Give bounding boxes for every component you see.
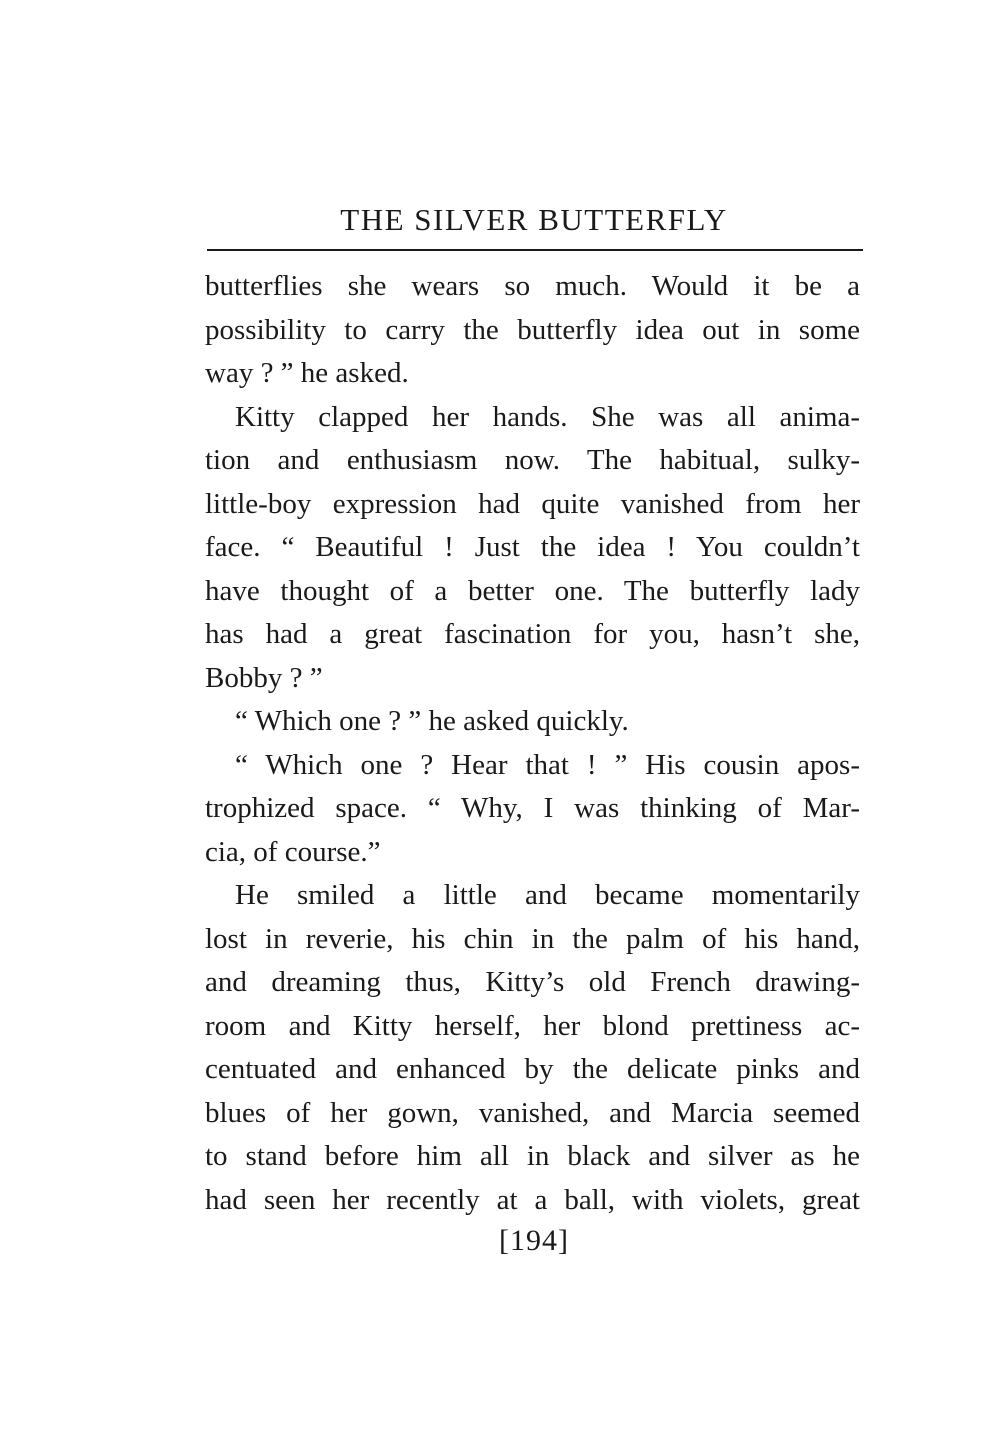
paragraph-5 xyxy=(205,874,860,1222)
text-line: face. “ Beautiful ! Just the idea ! You couldn’t xyxy=(205,531,860,563)
head-rule xyxy=(207,249,863,251)
text-line: butterflies she wears so much. Would it be a xyxy=(205,270,860,302)
text-line: possibility to carry the butterfly idea out in some xyxy=(205,313,860,346)
text-line: Kitty clapped her hands. She was all anima- xyxy=(235,400,860,433)
text-line: tion and enthusiasm now. The habitual, sulky- xyxy=(205,444,860,476)
paragraph-3 xyxy=(205,700,860,744)
body-text xyxy=(205,265,860,1222)
text-line: “ Which one ? ” he asked quickly. xyxy=(235,705,629,737)
text-line: had seen her recently at a ball, with violets, great xyxy=(205,1183,860,1216)
text-line: to stand before him all in black and silver as he xyxy=(205,1140,860,1172)
text-line: “ Which one ? Hear that ! ” His cousin apos- xyxy=(235,748,860,781)
running-head: THE SILVER BUTTERFLY xyxy=(340,202,728,237)
text-line: lost in reverie, his chin in the palm of his hand, xyxy=(205,922,860,955)
text-line: have thought of a better one. The butterfly lady xyxy=(205,574,860,607)
text-line: Bobby ? ” xyxy=(205,661,323,694)
page-number: [194] xyxy=(499,1224,569,1257)
text-line: cia, of course.” xyxy=(205,835,381,868)
text-line: centuated and enhanced by the delicate pinks and xyxy=(205,1053,860,1085)
text-line: way ? ” he asked. xyxy=(205,357,409,389)
text-line: has had a great fascination for you, hasn’t she, xyxy=(205,618,860,650)
paragraph-2 xyxy=(205,396,860,701)
text-line: trophized space. “ Why, I was thinking of Mar- xyxy=(205,792,860,824)
text-line: He smiled a little and became momentarily xyxy=(235,879,860,911)
text-line: blues of her gown, vanished, and Marcia seemed xyxy=(205,1096,860,1129)
paragraph-1 xyxy=(205,265,860,396)
text-line: little-boy expression had quite vanished from her xyxy=(205,487,860,520)
paragraph-4 xyxy=(205,744,860,875)
text-line: room and Kitty herself, her blond prettiness ac- xyxy=(205,1009,860,1042)
text-line: and dreaming thus, Kitty’s old French drawing- xyxy=(205,966,860,998)
